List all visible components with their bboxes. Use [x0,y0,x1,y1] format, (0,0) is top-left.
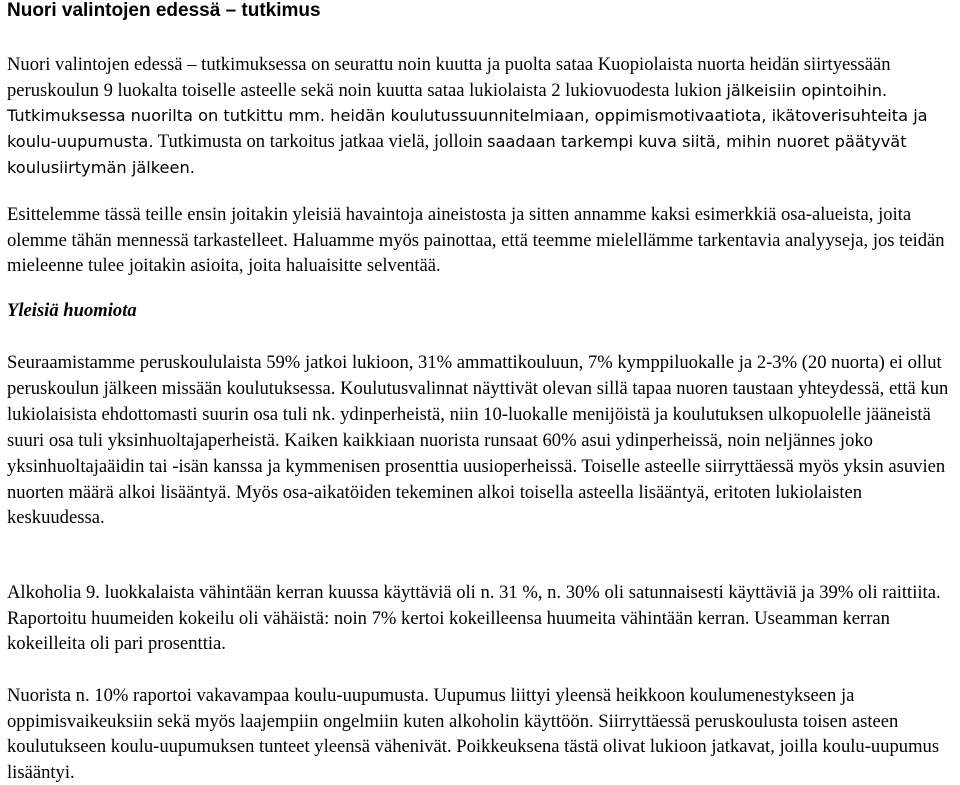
presentation-paragraph: Esittelemme tässä teille ensin joitakin yleisiä havaintoja aineistosta ja sitten annamme kaksi esimerkkiä osa-alueista, joita olemme tähän mennessä tarkastelleet. Haluamme myös painottaa, että teemme mielellämme tarkentavia analyyseja, jos teidän mieleenne tulee joitakin asioita, joita haluaisitte selventää. [7,204,945,276]
intro-text-part-1: Nuori valintojen edessä – tutkimuksessa on seurattu noin kuutta ja puolta sataa Kuopiolaista nuorta heidän siirtyessään peruskoulun 9 luokalta toiselle asteelle sekä noin kuutta sataa lukiolaista 2 lukiovuodesta lukion [7,54,891,101]
school-burnout-paragraph: Nuorista n. 10% raportoi vakavampaa koulu-uupumusta. Uupumus liittyi yleensä heikkoon koulumenestykseen ja oppimisvaikeuksiin sekä myös laajempiin ongelmiin kuten alkoholin käyttöön. Siirryttäessä peruskoulusta toisen asteen koulutukseen koulu-uupumuksen tunteet yleensä vähenivät. Poikkeuksena tästä olivat lukioon jatkavat, joilla koulu-uupumus lisääntyi. [7,685,940,783]
alcohol-paragraph: Alkoholia 9. luokkalaista vähintään kerran kuussa käyttäviä oli n. 31 %, n. 30% oli satunnaisesti käyttäviä ja 39% oli raittiita. Raportoitu huumeiden kokeilu oli vähäistä: noin 7% kertoi kokeilleensa huumeita vähintään kerran. Useamman kerran kokeilleita oli pari prosenttia. [7,582,941,655]
intro-paragraph [7,52,951,181]
document-title: Nuori valintojen edessä – tutkimus [7,0,321,21]
section-subheading: Yleisiä huomiota [7,300,137,321]
intro-text-part-2: jälkeisiin opintoihin. Tutkimuksessa nuorilta on tutkittu mm. heidän koulutussuunnitelmiaan, oppimismotivaatiota, ikätoverisuhteita ja koulu-uupumusta. [7,80,928,152]
intro-text-part-3: Tutkimusta on tarkoitus jatkaa vielä, jolloin [153,131,488,153]
education-choices-paragraph: Seuraamistamme peruskoululaista 59% jatkoi lukioon, 31% ammattikouluun, 7% kymppiluokalle ja 2-3% (20 nuorta) ei ollut peruskoulun jälkeen missään koulutuksessa. Koulutusvalinnat näyttivät olevan sillä tapaa nuoren taustaan yhteydessä, että kun lukiolaisista ehdottomasti suurin osa tuli nk. ydinperheistä, niin 10-luokalle menijöistä ja koulutuksen ulkopuolelle jääneistä suuri osa tuli yksinhuoltajaperheistä. Kaiken kaikkiaan nuorista runsaat 60% asui ydinperheissä, noin neljännes joko yksinhuoltajaäidin tai -isän kanssa ja kymmenisen prosenttia uusioperheissä. Toiselle asteelle siirryttäessä myös yksin asuvien nuorten määrä alkoi lisääntyä. Myös osa-aikatöiden tekeminen alkoi toisella asteella lisääntyä, eritoten lukiolaisten keskuudessa. [7,352,949,529]
intro-text-part-4: saadaan tarkempi kuva siitä, mihin nuoret päätyvät koulusiirtymän jälkeen. [7,132,907,177]
